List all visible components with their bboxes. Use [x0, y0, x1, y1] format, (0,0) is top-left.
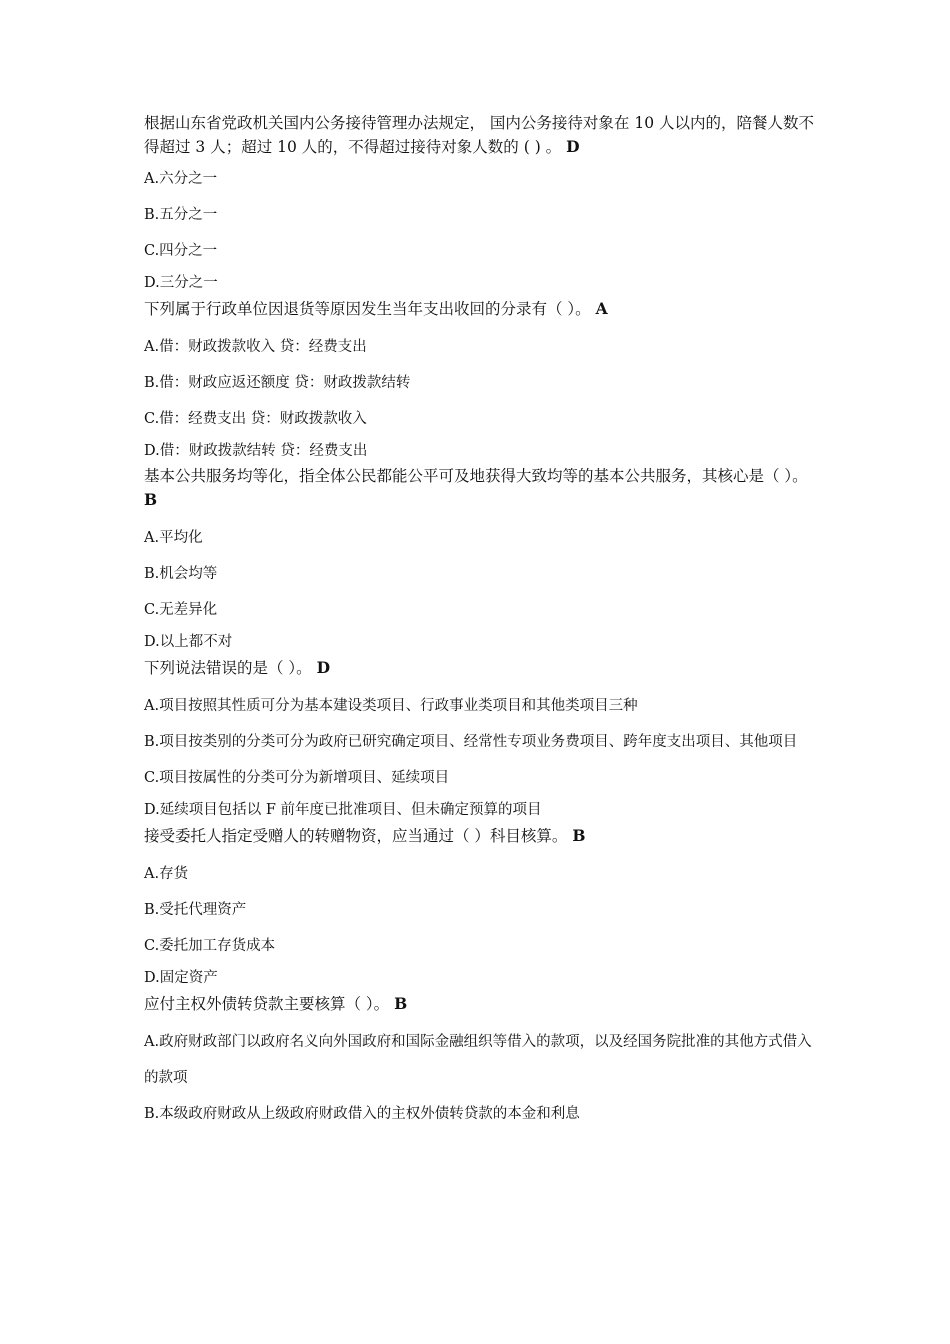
option-item: C.借：经费支出 贷：财政拨款收入: [144, 411, 367, 427]
answer-key: A: [595, 299, 608, 318]
question-1: [144, 112, 814, 297]
question-text: 应付主权外债转贷款主要核算（ ）。: [144, 995, 390, 1013]
question-text: 根据山东省党政机关国内公务接待管理办法规定， 国内公务接待对象在 10 人以内的，陪餐人数不得超过 3 人；超过 10 人的，不得超过接待对象人数的 ( ) 。: [144, 114, 815, 156]
answer-key: B: [572, 826, 586, 845]
option-item: A.平均化: [144, 530, 203, 546]
question-stem: [144, 656, 814, 680]
answer-key: B: [394, 994, 408, 1013]
option-item: B.机会均等: [144, 566, 218, 582]
option-item: B.本级政府财政从上级政府财政借入的主权外债转贷款的本金和利息: [144, 1106, 580, 1122]
question-6: [144, 992, 814, 1132]
question-3: [144, 465, 814, 656]
option-item: A.借：财政拨款收入 贷：经费支出: [144, 339, 367, 355]
option-item: C.委托加工存货成本: [144, 938, 276, 954]
option-item: C.四分之一: [144, 243, 218, 259]
document-page: [144, 112, 814, 1132]
option-item: D.延续项目包括以 F 前年度已批准项目、但未确定预算的项目: [144, 802, 542, 818]
question-stem: [144, 992, 814, 1016]
question-text: 接受委托人指定受赠人的转赠物资，应当通过（ ）科目核算。: [144, 827, 568, 845]
question-text: 基本公共服务均等化，指全体公民都能公平可及地获得大致均等的基本公共服务，其核心是（ ）。: [144, 467, 808, 485]
question-4: [144, 656, 814, 824]
option-item: C.项目按属性的分类可分为新增项目、延续项目: [144, 770, 450, 786]
option-item: D.三分之一: [144, 275, 218, 291]
option-item: B.项目按类别的分类可分为政府已研究确定项目、经常性专项业务费项目、跨年度支出项目、其他项目: [144, 734, 798, 750]
answer-key: D: [316, 658, 331, 677]
answer-key: D: [566, 137, 580, 156]
question-text: 下列属于行政单位因退货等原因发生当年支出收回的分录有（ ）。: [144, 300, 591, 318]
question-5: [144, 824, 814, 992]
option-item: C.无差异化: [144, 602, 218, 618]
option-item: D.借：财政拨款结转 贷：经费支出: [144, 443, 368, 459]
option-item: A.存货: [144, 866, 189, 882]
question-stem: [144, 824, 814, 848]
question-text: 下列说法错误的是（ ）。: [144, 659, 312, 677]
option-item: B.五分之一: [144, 207, 218, 223]
question-stem: [144, 112, 814, 159]
answer-key: B: [144, 490, 158, 509]
option-item: D.以上都不对: [144, 634, 233, 650]
option-item: A.六分之一: [144, 171, 218, 187]
option-item: A.项目按照其性质可分为基本建设类项目、行政事业类项目和其他类项目三种: [144, 698, 638, 714]
option-item: B.借：财政应返还额度 贷：财政拨款结转: [144, 375, 411, 391]
option-item: D.固定资产: [144, 970, 218, 986]
question-2: [144, 297, 814, 465]
option-item: A.政府财政部门以政府名义向外国政府和国际金融组织等借入的款项，以及经国务院批准的其他方式借入的款项: [144, 1034, 812, 1086]
question-stem: [144, 465, 814, 512]
option-item: B.受托代理资产: [144, 902, 247, 918]
question-stem: [144, 297, 814, 321]
